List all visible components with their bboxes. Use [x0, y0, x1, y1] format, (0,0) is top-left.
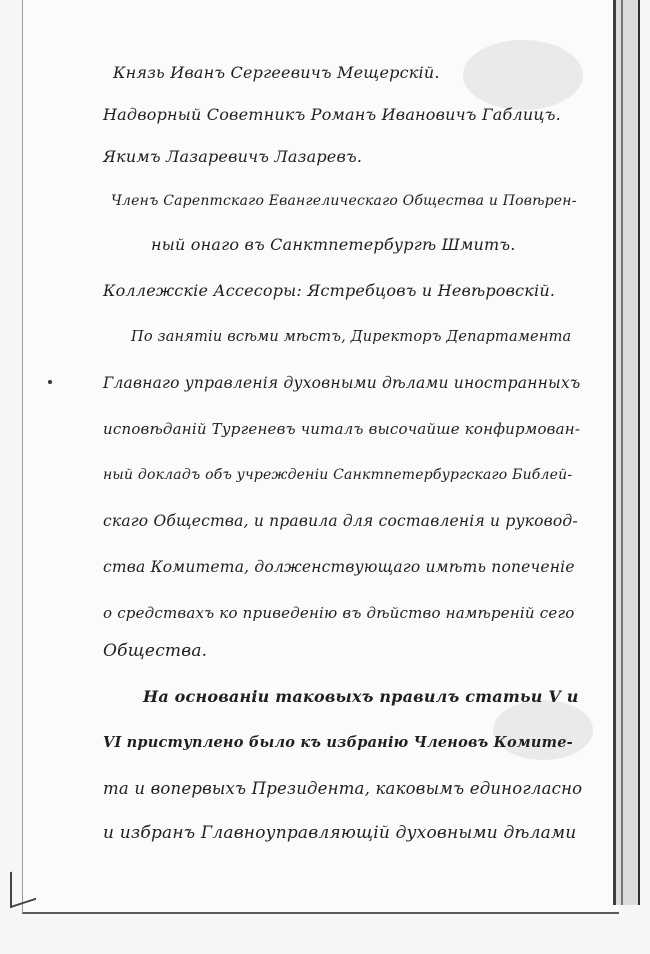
text-line: ства Комитета, долженствующаго имѣть попеченіе [103, 558, 575, 576]
text-line: Главнаго управленія духовными дѣлами иностранныхъ [103, 374, 581, 392]
text-line: и избранъ Главноуправляющій духовными дѣлами [103, 823, 577, 843]
book-binding-edge [613, 0, 640, 905]
paper-stain [463, 40, 583, 110]
text-line: ный онаго въ Санктпетербургѣ Шмитъ. [151, 235, 516, 254]
text-line: скаго Общества, и правила для составленія и руковод- [103, 512, 578, 530]
text-line: Коллежскіе Ассесоры: Ястребцовъ и Невѣровскій. [103, 281, 556, 300]
text-line: та и вопервыхъ Президента, каковымъ единогласно [103, 779, 583, 798]
paper-sheet [22, 0, 619, 914]
ink-spot [48, 380, 52, 384]
text-line: На основаніи таковыхъ правилъ статьи V и [143, 687, 579, 706]
text-line: о средствахъ ко приведенію въ дѣйство намѣреній сего [103, 604, 575, 622]
text-line: Якимъ Лазаревичъ Лазаревъ. [103, 147, 363, 166]
text-line: Общества. [103, 641, 208, 661]
text-line: исповѣданій Тургеневъ читалъ высочайше конфирмован- [103, 420, 581, 438]
text-line: Князь Иванъ Сергеевичъ Мещерскій. [113, 63, 440, 82]
text-line: Надворный Советникъ Романъ Ивановичъ Габлицъ. [103, 105, 561, 124]
text-line: Членъ Сарептскаго Евангелическаго Общества и Повѣрен- [111, 193, 577, 209]
text-line: VI приступлено было къ избранію Членовъ Комите- [103, 734, 573, 751]
text-line: ный докладъ объ учрежденіи Санктпетербургскаго Библей- [103, 467, 573, 483]
text-line: По занятіи всѣми мѣстъ, Директоръ Департамента [131, 329, 572, 345]
